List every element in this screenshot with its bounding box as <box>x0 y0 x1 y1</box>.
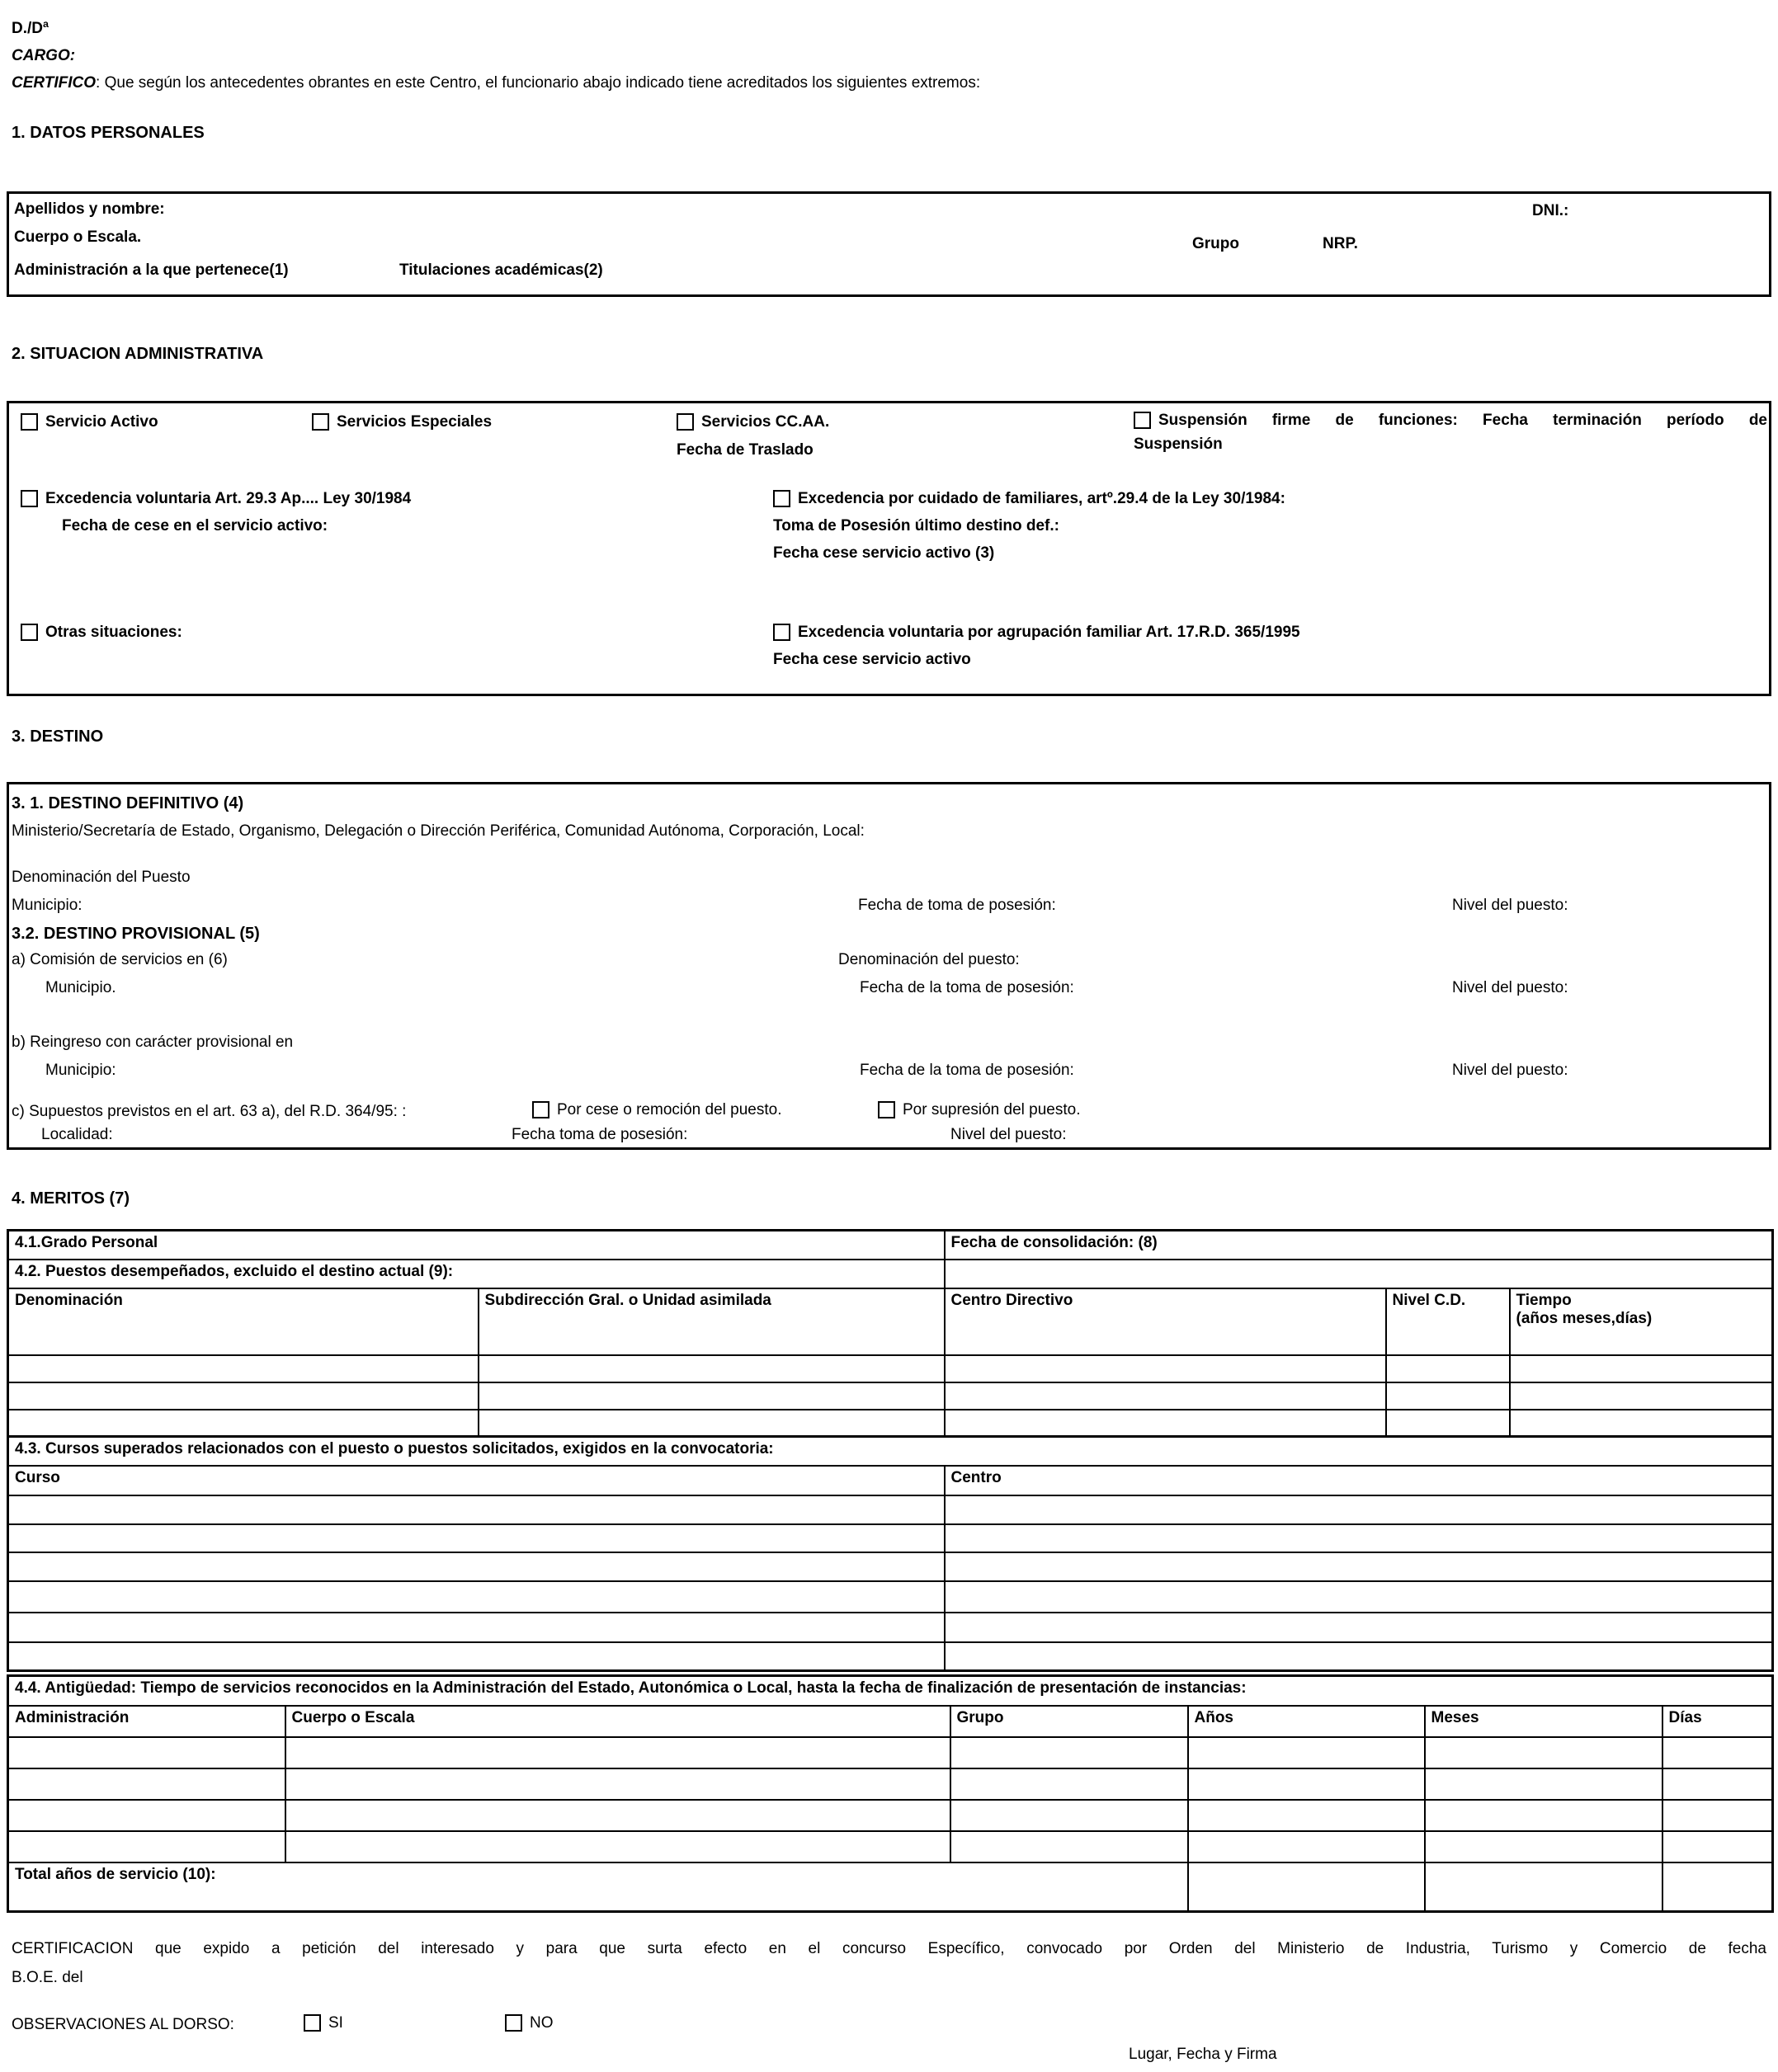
cuerpo-escala-label: Cuerpo o Escala. <box>14 228 142 246</box>
supuestos-label: c) Supuestos previstos en el art. 63 a), del R.D. 364/95: : <box>12 1103 407 1120</box>
servicio-activo-option <box>21 413 158 432</box>
excedencia-cuidado-option <box>773 490 1285 509</box>
administracion-label: Administración a la que pertenece(1) <box>14 261 289 279</box>
nivel-puesto-label: Nivel del puesto: <box>1452 897 1568 914</box>
localidad-label: Localidad: <box>41 1126 113 1143</box>
total-meses-cell[interactable] <box>1425 1862 1662 1912</box>
municipio-label: Municipio: <box>12 897 83 914</box>
col-dias: Días <box>1662 1706 1773 1737</box>
destino-provisional-title: 3.2. DESTINO PROVISIONAL (5) <box>12 925 260 943</box>
section2-title: 2. SITUACION ADMINISTRATIVA <box>12 345 264 363</box>
table-row <box>8 1552 1773 1581</box>
observaciones-label: OBSERVACIONES AL DORSO: <box>12 2016 234 2033</box>
servicios-especiales-label: Servicios Especiales <box>337 413 493 431</box>
table-row <box>8 1737 1773 1768</box>
por-supresion-checkbox[interactable] <box>878 1101 895 1118</box>
observaciones-si-option <box>304 2014 343 2033</box>
excedencia-voluntaria-checkbox[interactable] <box>21 490 38 507</box>
denominacion-puesto2-label: Denominación del puesto: <box>838 951 1020 968</box>
destino-box <box>7 782 1771 1150</box>
nivel-puesto-b-label: Nivel del puesto: <box>1452 1062 1568 1079</box>
excedencia-agrupacion-checkbox[interactable] <box>773 624 790 641</box>
table-row <box>8 1581 1773 1613</box>
por-supresion-option <box>878 1101 1080 1120</box>
table-row <box>8 1831 1773 1862</box>
por-cese-option <box>532 1101 782 1120</box>
table-row <box>8 1613 1773 1642</box>
certifico-label: CERTIFICO <box>12 74 97 92</box>
lugar-fecha-firma-label: Lugar, Fecha y Firma <box>1129 2046 1277 2063</box>
comision-servicios-label: a) Comisión de servicios en (6) <box>12 951 228 968</box>
table-row <box>8 1642 1773 1671</box>
meritos-table <box>7 1229 1774 1438</box>
situacion-administrativa-box <box>7 401 1771 696</box>
certificacion-paragraph <box>12 1940 1766 1988</box>
destino-definitivo-title: 3. 1. DESTINO DEFINITIVO (4) <box>12 794 244 812</box>
reingreso-label: b) Reingreso con carácter provisional en <box>12 1034 294 1051</box>
nrp-label: NRP. <box>1323 235 1358 252</box>
grado-personal-cell: 4.1.Grado Personal <box>8 1231 945 1260</box>
col-cuerpo-escala: Cuerpo o Escala <box>285 1706 950 1737</box>
table-row <box>8 1524 1773 1552</box>
nivel-puesto-c-label: Nivel del puesto: <box>950 1126 1067 1143</box>
fecha-cese-activo-label: Fecha de cese en el servicio activo: <box>62 517 328 534</box>
col-subdireccion: Subdirección Gral. o Unidad asimilada <box>479 1288 945 1355</box>
fecha-toma-a-label: Fecha de la toma de posesión: <box>860 979 1074 996</box>
section1-title: 1. DATOS PERSONALES <box>12 124 205 142</box>
suspension-checkbox[interactable] <box>1134 412 1151 429</box>
toma-posesion-label: Toma de Posesión último destino def.: <box>773 517 1059 534</box>
fecha-toma-b-label: Fecha de la toma de posesión: <box>860 1062 1074 1079</box>
fecha-traslado-label: Fecha de Traslado <box>677 441 814 459</box>
total-servicio-cell: Total años de servicio (10): <box>8 1862 1188 1912</box>
certificacion-line2: B.O.E. del <box>12 1968 83 1986</box>
col-centro-directivo: Centro Directivo <box>945 1288 1386 1355</box>
servicios-especiales-checkbox[interactable] <box>312 413 329 431</box>
col-tiempo-line2: (años meses,días) <box>1516 1310 1653 1328</box>
observaciones-no-checkbox[interactable] <box>505 2014 522 2032</box>
col-meses: Meses <box>1425 1706 1662 1737</box>
excedencia-voluntaria-option <box>21 490 411 509</box>
servicios-ccaa-option <box>677 413 829 432</box>
observaciones-no-option <box>505 2014 554 2033</box>
table-row <box>8 1768 1773 1800</box>
antiguedad-title-cell: 4.4. Antigüedad: Tiempo de servicios reconocidos en la Administración del Estado, Autonómica o Local, hasta la fecha de finalización de presentación de instancias: <box>8 1676 1773 1706</box>
nivel-puesto-a-label: Nivel del puesto: <box>1452 979 1568 996</box>
observaciones-si-label: SI <box>328 2014 343 2032</box>
suspension-label-line2: Suspensión <box>1134 435 1223 453</box>
datos-personales-box <box>7 191 1771 297</box>
suspension-option <box>1134 412 1767 454</box>
puestos-desempenados-cell: 4.2. Puestos desempeñados, excluido el destino actual (9): <box>8 1260 945 1288</box>
col-anos: Años <box>1188 1706 1425 1737</box>
apellidos-label: Apellidos y nombre: <box>14 200 165 218</box>
servicio-activo-label: Servicio Activo <box>45 413 158 431</box>
col-grupo: Grupo <box>950 1706 1188 1737</box>
otras-situaciones-option <box>21 624 182 643</box>
suspension-label-line1: Suspensión firme de funciones: Fecha terminación período de <box>1158 412 1767 429</box>
excedencia-agrupacion-option <box>773 624 1300 643</box>
fecha-toma-c-label: Fecha toma de posesión: <box>512 1126 688 1143</box>
excedencia-cuidado-checkbox[interactable] <box>773 490 790 507</box>
otras-situaciones-checkbox[interactable] <box>21 624 38 641</box>
certifico-line <box>12 74 980 93</box>
col-denominacion: Denominación <box>8 1288 479 1355</box>
col-tiempo-line1: Tiempo <box>1516 1291 1572 1309</box>
table-row <box>8 1495 1773 1524</box>
treatment-label: D./Dª <box>12 20 50 37</box>
cursos-title-cell: 4.3. Cursos superados relacionados con el puesto o puestos solicitados, exigidos en la convocatoria: <box>8 1437 1773 1466</box>
total-anos-cell[interactable] <box>1188 1862 1425 1912</box>
fecha-consolidacion-cell: Fecha de consolidación: (8) <box>945 1231 1773 1260</box>
table-row <box>8 1800 1773 1831</box>
por-cese-checkbox[interactable] <box>532 1101 549 1118</box>
col-centro: Centro <box>945 1466 1773 1495</box>
titulaciones-label: Titulaciones académicas(2) <box>399 261 603 279</box>
certificacion-line1: CERTIFICACION que expido a petición del interesado y para que surta efecto en el concurso Específico, convocado por Orden del Ministerio de Industria, Turismo y Comercio de fecha <box>12 1940 1766 1957</box>
certifico-text: : Que según los antecedentes obrantes en este Centro, el funcionario abajo indicado tiene acreditados los siguientes extremos: <box>96 74 981 92</box>
grupo-label: Grupo <box>1192 235 1239 252</box>
col-administracion: Administración <box>8 1706 285 1737</box>
col-tiempo <box>1510 1288 1773 1355</box>
dni-label: DNI.: <box>1532 202 1569 219</box>
table-row <box>8 1410 1773 1437</box>
excedencia-voluntaria-label: Excedencia voluntaria Art. 29.3 Ap.... Ley 30/1984 <box>45 490 412 507</box>
excedencia-cuidado-label: Excedencia por cuidado de familiares, artº.29.4 de la Ley 30/1984: <box>798 490 1285 507</box>
antiguedad-table <box>7 1674 1774 1913</box>
col-nivel-cd: Nivel C.D. <box>1386 1288 1510 1355</box>
otras-situaciones-label: Otras situaciones: <box>45 624 182 641</box>
cargo-label: CARGO: <box>12 47 76 64</box>
servicios-especiales-option <box>312 413 492 432</box>
col-curso: Curso <box>8 1466 945 1495</box>
municipio-a-label: Municipio. <box>45 979 116 996</box>
servicio-activo-checkbox[interactable] <box>21 413 38 431</box>
observaciones-no-label: NO <box>530 2014 554 2032</box>
fecha-cese-activo2-label: Fecha cese servicio activo <box>773 651 971 668</box>
empty-cell <box>945 1260 1773 1288</box>
table-row <box>8 1382 1773 1410</box>
por-cese-label: Por cese o remoción del puesto. <box>557 1101 782 1118</box>
excedencia-agrupacion-label: Excedencia voluntaria por agrupación familiar Art. 17.R.D. 365/1995 <box>798 624 1300 641</box>
municipio-b-label: Municipio: <box>45 1062 116 1079</box>
servicios-ccaa-checkbox[interactable] <box>677 413 694 431</box>
ministerio-label: Ministerio/Secretaría de Estado, Organismo, Delegación o Dirección Periférica, Comunidad Autónoma, Corporación, Local: <box>12 822 865 840</box>
section4-title: 4. MERITOS (7) <box>12 1189 130 1208</box>
servicios-ccaa-label: Servicios CC.AA. <box>701 413 830 431</box>
section3-title: 3. DESTINO <box>12 728 104 746</box>
cursos-table <box>7 1435 1774 1672</box>
fecha-cese-3-label: Fecha cese servicio activo (3) <box>773 544 995 562</box>
fecha-toma-posesion-label: Fecha de toma de posesión: <box>858 897 1056 914</box>
denominacion-puesto-label: Denominación del Puesto <box>12 869 191 886</box>
total-dias-cell[interactable] <box>1662 1862 1773 1912</box>
table-row <box>8 1355 1773 1382</box>
observaciones-si-checkbox[interactable] <box>304 2014 321 2032</box>
por-supresion-label: Por supresión del puesto. <box>903 1101 1081 1118</box>
